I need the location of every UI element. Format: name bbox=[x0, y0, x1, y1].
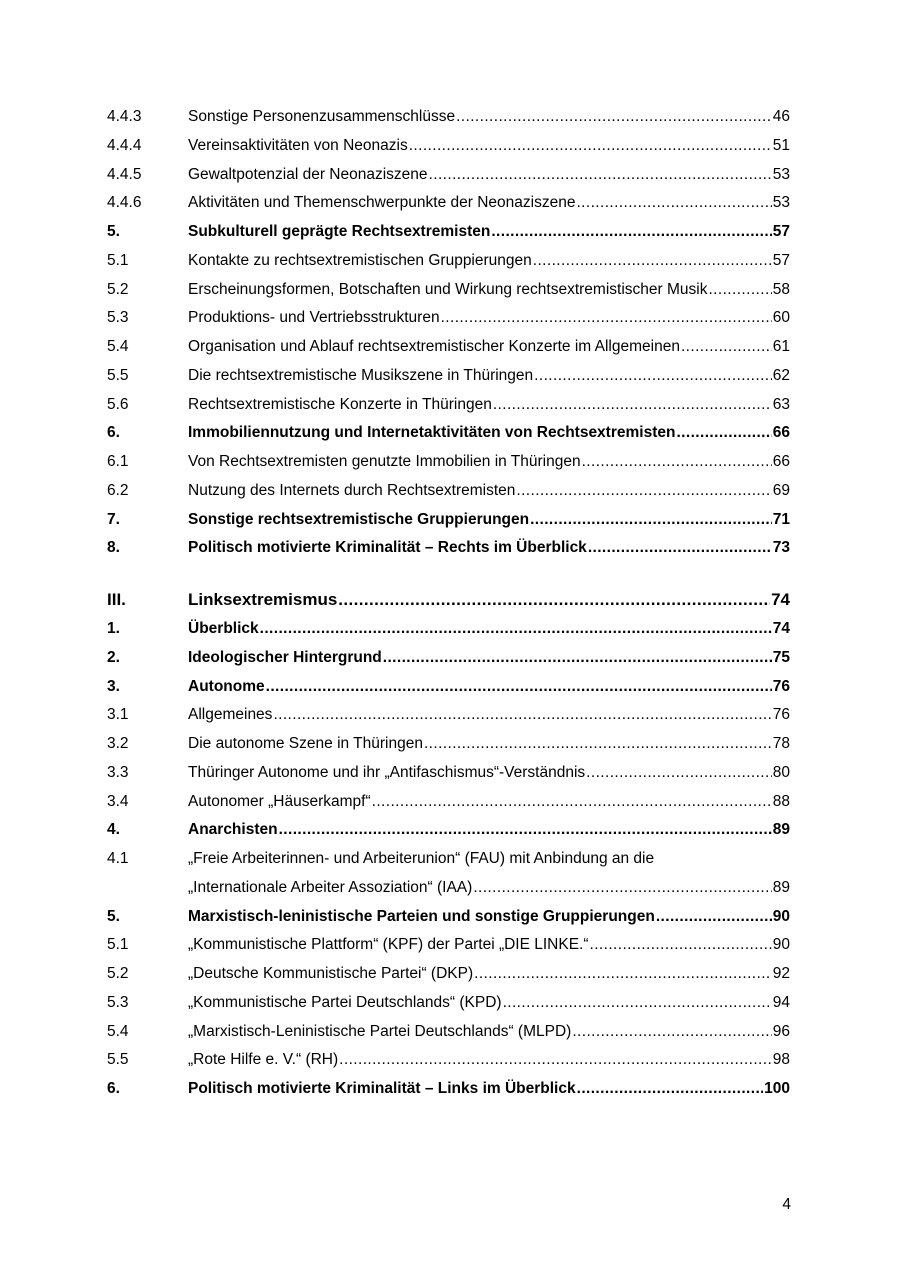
toc-entry-page: 96 bbox=[772, 1022, 790, 1040]
toc-entry-title: Subkulturell geprägte Rechtsextremisten bbox=[188, 223, 491, 240]
toc-entry-title: Gewaltpotenzial der Neonaziszene bbox=[188, 165, 428, 183]
toc-leader-dots bbox=[273, 701, 771, 730]
toc-leader-dots bbox=[409, 132, 772, 161]
toc-entry[interactable] bbox=[107, 304, 790, 333]
toc-leader-dots bbox=[577, 1075, 764, 1104]
toc-entry-title: Ideologischer Hintergrund bbox=[188, 648, 382, 666]
toc-entry-number: 5. bbox=[107, 223, 120, 240]
toc-entry-page: 98 bbox=[772, 1051, 790, 1069]
toc-entry-title: „Kommunistische Partei Deutschlands“ (KPD) bbox=[188, 993, 502, 1011]
toc-leader-dots bbox=[530, 506, 772, 535]
toc-entry-title: Produktions- und Vertriebsstrukturen bbox=[188, 309, 440, 327]
toc-leader-dots bbox=[493, 391, 772, 420]
toc-entry[interactable] bbox=[107, 534, 790, 563]
toc-entry-number: 4.4.5 bbox=[107, 165, 142, 183]
toc-entry-number: 2. bbox=[107, 648, 120, 666]
toc-entry-number: 4.1 bbox=[107, 850, 129, 867]
toc-entry-title: Sonstige rechtsextremistische Gruppierungen bbox=[188, 510, 530, 528]
toc-entry[interactable] bbox=[107, 362, 790, 391]
toc-leader-dots bbox=[424, 730, 772, 759]
toc-entry-page: 78 bbox=[772, 735, 790, 752]
toc-entry-number: III. bbox=[107, 590, 126, 609]
toc-entry-title: Aktivitäten und Themenschwerpunkte der Neonaziszene bbox=[188, 194, 576, 212]
toc-entry[interactable] bbox=[107, 903, 790, 932]
toc-entry[interactable] bbox=[107, 788, 790, 817]
toc-entry[interactable] bbox=[107, 103, 790, 132]
toc-leader-dots bbox=[681, 333, 772, 362]
toc-entry-number: 3.4 bbox=[107, 792, 129, 810]
toc-leader-dots bbox=[429, 161, 772, 190]
toc-entry-number: 6.1 bbox=[107, 453, 129, 470]
toc-leader-dots bbox=[534, 362, 772, 391]
toc-entry-page: 89 bbox=[772, 821, 790, 839]
toc-entry-title: Linksextremismus bbox=[188, 590, 338, 609]
toc-entry[interactable] bbox=[107, 816, 790, 845]
toc-entry-title: Die rechtsextremistische Musikszene in Thüringen bbox=[188, 366, 534, 384]
toc-entry-page: 74 bbox=[771, 590, 790, 609]
toc-entry-page: 73 bbox=[772, 539, 790, 557]
toc-entry-page: 76 bbox=[772, 677, 790, 695]
toc-entry[interactable] bbox=[107, 161, 790, 190]
toc-entry-title: Autonome bbox=[188, 677, 265, 695]
toc-leader-dots bbox=[588, 534, 772, 563]
toc-entry[interactable] bbox=[107, 218, 790, 247]
toc-leader-dots bbox=[456, 103, 772, 132]
toc-entry[interactable] bbox=[107, 333, 790, 362]
toc-entry-page: 100 bbox=[764, 1080, 790, 1097]
toc-entry-number: 5.3 bbox=[107, 993, 129, 1011]
toc-entry-number: 4.4.6 bbox=[107, 194, 142, 212]
table-of-contents bbox=[107, 103, 790, 1104]
toc-entry-number: 6.2 bbox=[107, 481, 129, 499]
toc-entry-page: 76 bbox=[772, 706, 790, 724]
toc-entry-title: „Marxistisch-Leninistische Partei Deutschlands“ (MLPD) bbox=[188, 1022, 572, 1040]
toc-leader-dots bbox=[339, 1046, 772, 1075]
toc-entry-title: Politisch motivierte Kriminalität – Rechts im Überblick bbox=[188, 539, 587, 557]
toc-entry-number: 5.1 bbox=[107, 936, 129, 954]
toc-entry-number: 5.3 bbox=[107, 309, 129, 327]
toc-leader-dots bbox=[656, 903, 772, 932]
toc-entry-number: 4.4.4 bbox=[107, 136, 142, 154]
toc-leader-dots bbox=[582, 448, 772, 477]
toc-entry[interactable] bbox=[107, 989, 790, 1018]
toc-entry-title: Vereinsaktivitäten von Neonazis bbox=[188, 136, 408, 154]
toc-entry-page: 94 bbox=[772, 993, 790, 1011]
toc-leader-dots bbox=[473, 874, 771, 903]
toc-entry[interactable] bbox=[107, 960, 790, 989]
toc-entry[interactable] bbox=[107, 644, 790, 673]
toc-entry-title: „Kommunistische Plattform“ (KPF) der Partei „DIE LINKE.“ bbox=[188, 936, 589, 954]
toc-entry-title: „Rote Hilfe e. V.“ (RH) bbox=[188, 1051, 339, 1069]
toc-entry-page: 58 bbox=[772, 280, 790, 298]
toc-entry-title: Von Rechtsextremisten genutzte Immobilien in Thüringen bbox=[188, 453, 581, 470]
toc-entry[interactable] bbox=[107, 477, 790, 506]
toc-entry-title: Anarchisten bbox=[188, 821, 278, 839]
toc-entry[interactable] bbox=[107, 845, 790, 874]
toc-entry-title: „Freie Arbeiterinnen- und Arbeiterunion“ (FAU) mit Anbindung an die bbox=[188, 850, 655, 867]
toc-entry-title: Organisation und Ablauf rechtsextremistischer Konzerte im Allgemeinen bbox=[188, 338, 680, 355]
toc-entry[interactable] bbox=[107, 730, 790, 759]
toc-entry-title: Die autonome Szene in Thüringen bbox=[188, 735, 423, 752]
toc-leader-dots bbox=[572, 1018, 771, 1047]
toc-entry-number: 5.5 bbox=[107, 1051, 129, 1069]
page-number: 4 bbox=[782, 1196, 791, 1213]
toc-entry[interactable] bbox=[107, 276, 790, 305]
toc-entry-page: 80 bbox=[772, 763, 790, 781]
toc-entry-number: 6. bbox=[107, 1080, 120, 1097]
toc-entry-page: 66 bbox=[772, 453, 790, 470]
toc-leader-dots bbox=[441, 304, 772, 333]
toc-entry-page: 88 bbox=[772, 792, 790, 810]
toc-entry-page: 53 bbox=[772, 194, 790, 212]
toc-entry-number: 3. bbox=[107, 677, 120, 695]
toc-entry-number: 3.2 bbox=[107, 735, 129, 752]
toc-leader-dots bbox=[708, 276, 771, 305]
toc-entry[interactable] bbox=[107, 931, 790, 960]
toc-leader-dots bbox=[576, 189, 771, 218]
toc-entry[interactable] bbox=[107, 419, 790, 448]
toc-entry-title: Nutzung des Internets durch Rechtsextremisten bbox=[188, 481, 516, 499]
toc-entry-page: 53 bbox=[772, 165, 790, 183]
toc-entry[interactable] bbox=[107, 391, 790, 420]
toc-entry-page: 71 bbox=[772, 510, 790, 528]
toc-entry-page: 46 bbox=[772, 108, 790, 125]
toc-entry[interactable] bbox=[107, 1046, 790, 1075]
toc-entry-page: 89 bbox=[772, 878, 790, 896]
toc-entry-number: 5.1 bbox=[107, 251, 129, 269]
toc-entry-page: 90 bbox=[772, 907, 790, 925]
toc-entry-number: 5.2 bbox=[107, 280, 129, 298]
toc-entry-continuation[interactable] bbox=[107, 874, 790, 903]
toc-entry-page: 66 bbox=[772, 424, 790, 442]
toc-entry[interactable] bbox=[107, 615, 790, 644]
toc-entry-title: Immobiliennutzung und Internetaktivitäten von Rechtsextremisten bbox=[188, 424, 676, 442]
toc-leader-dots bbox=[516, 477, 771, 506]
toc-section-heading[interactable] bbox=[107, 585, 790, 615]
toc-entry-number: 7. bbox=[107, 510, 120, 528]
toc-entry-title: Überblick bbox=[188, 620, 259, 637]
toc-entry[interactable] bbox=[107, 1075, 790, 1104]
toc-entry-page: 62 bbox=[772, 366, 790, 384]
toc-leader-dots bbox=[260, 615, 772, 644]
toc-entry[interactable] bbox=[107, 759, 790, 788]
toc-leader-dots bbox=[383, 644, 772, 673]
toc-entry-page: 63 bbox=[772, 395, 790, 413]
toc-entry-number: 4.4.3 bbox=[107, 108, 142, 125]
toc-entry-title: „Deutsche Kommunistische Partei“ (DKP) bbox=[188, 965, 474, 982]
toc-entry-title: Kontakte zu rechtsextremistischen Gruppierungen bbox=[188, 251, 532, 269]
toc-entry-page: 57 bbox=[772, 251, 790, 269]
toc-entry-title: Autonomer „Häuserkampf“ bbox=[188, 792, 371, 810]
toc-entry-number: 3.3 bbox=[107, 763, 129, 781]
toc-entry[interactable] bbox=[107, 132, 790, 161]
toc-leader-dots bbox=[474, 960, 772, 989]
toc-entry-page: 61 bbox=[772, 338, 790, 355]
toc-leader-dots bbox=[491, 218, 771, 247]
toc-entry-number: 5.6 bbox=[107, 395, 129, 413]
toc-entry-number: 5.5 bbox=[107, 366, 129, 384]
toc-entry-page: 74 bbox=[772, 620, 790, 637]
toc-leader-dots bbox=[676, 419, 771, 448]
toc-entry-page: 90 bbox=[772, 936, 790, 954]
toc-entry-title: Sonstige Personenzusammenschlüsse bbox=[188, 108, 456, 125]
toc-leader-dots bbox=[372, 788, 772, 817]
toc-leader-dots bbox=[503, 989, 772, 1018]
toc-leader-dots bbox=[338, 585, 770, 615]
toc-entry[interactable] bbox=[107, 673, 790, 702]
toc-entry-page: 60 bbox=[772, 309, 790, 327]
toc-entry-number: 5.4 bbox=[107, 338, 129, 355]
toc-entry-page: 75 bbox=[772, 648, 790, 666]
toc-entry-number: 4. bbox=[107, 821, 120, 839]
toc-entry-title: Erscheinungsformen, Botschaften und Wirkung rechtsextremistischer Musik bbox=[188, 280, 708, 298]
toc-leader-dots bbox=[266, 673, 772, 702]
toc-entry[interactable] bbox=[107, 506, 790, 535]
toc-leader-dots bbox=[279, 816, 772, 845]
toc-entry-title: Thüringer Autonome und ihr „Antifaschismus“-Verständnis bbox=[188, 763, 586, 781]
toc-entry[interactable] bbox=[107, 701, 790, 730]
toc-leader-dots bbox=[590, 931, 772, 960]
toc-entry-page: 92 bbox=[772, 965, 790, 982]
toc-entry-title: Allgemeines bbox=[188, 706, 273, 724]
toc-entry-number: 1. bbox=[107, 620, 120, 637]
toc-entry-number: 5.4 bbox=[107, 1022, 129, 1040]
toc-entry-number: 6. bbox=[107, 424, 120, 442]
toc-entry[interactable] bbox=[107, 1018, 790, 1047]
toc-entry-number: 3.1 bbox=[107, 706, 129, 724]
toc-entry-page: 69 bbox=[772, 481, 790, 499]
toc-entry[interactable] bbox=[107, 189, 790, 218]
toc-entry-page: 57 bbox=[772, 223, 790, 240]
toc-entry-title-continued: „Internationale Arbeiter Assoziation“ (IAA) bbox=[188, 878, 473, 896]
toc-entry[interactable] bbox=[107, 448, 790, 477]
toc-entry-number: 5.2 bbox=[107, 965, 129, 982]
toc-entry[interactable] bbox=[107, 247, 790, 276]
toc-entry-title: Rechtsextremistische Konzerte in Thüringen bbox=[188, 395, 492, 413]
toc-entry-title: Marxistisch-leninistische Parteien und sonstige Gruppierungen bbox=[188, 907, 655, 925]
toc-entry-number: 8. bbox=[107, 539, 120, 557]
toc-leader-dots bbox=[533, 247, 772, 276]
toc-entry-title: Politisch motivierte Kriminalität – Links im Überblick bbox=[188, 1080, 576, 1097]
toc-entry-number: 5. bbox=[107, 907, 120, 925]
toc-leader-dots bbox=[586, 759, 772, 788]
toc-entry-page: 51 bbox=[772, 136, 790, 154]
